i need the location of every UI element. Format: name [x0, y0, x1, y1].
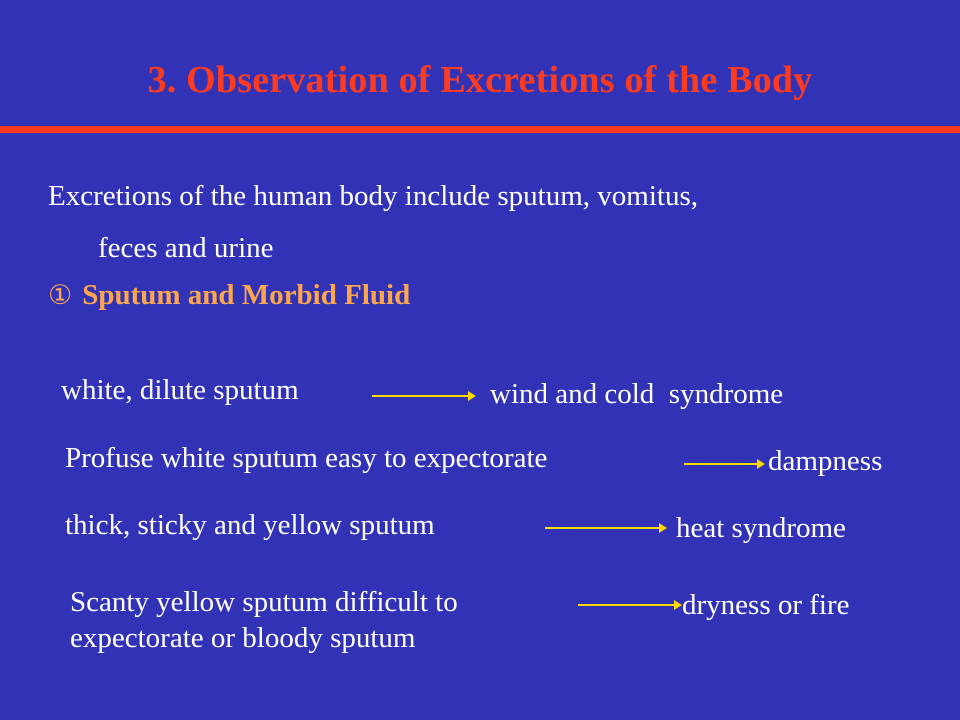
intro-line-2: feces and urine: [98, 232, 274, 264]
arrow-4: [578, 604, 680, 606]
slide-title: 3. Observation of Excretions of the Body: [147, 59, 813, 101]
arrow-1: [372, 395, 474, 397]
syndrome-2: dampness: [768, 445, 883, 477]
sputum-type-4-line-2: expectorate or bloody sputum: [70, 622, 416, 654]
intro-line-1: Excretions of the human body include sputum, vomitus,: [48, 180, 698, 212]
title-underline: [0, 126, 960, 133]
sputum-type-2: Profuse white sputum easy to expectorate: [65, 442, 548, 474]
sputum-type-4: [70, 584, 458, 656]
sputum-type-4-line-1: Scanty yellow sputum difficult to: [70, 586, 458, 618]
syndrome-4: dryness or fire: [682, 589, 850, 621]
sputum-type-1: white, dilute sputum: [61, 374, 299, 406]
circled-number-one: ①: [48, 280, 73, 311]
intro-paragraph: [48, 170, 928, 274]
sputum-type-3: thick, sticky and yellow sputum: [65, 509, 435, 541]
syndrome-3: heat syndrome: [676, 512, 846, 544]
syndrome-1: wind and cold syndrome: [490, 378, 784, 410]
arrow-3: [545, 527, 665, 529]
arrow-2: [684, 463, 763, 465]
section-heading-text: Sputum and Morbid Fluid: [82, 279, 411, 311]
section-heading: [48, 279, 410, 312]
